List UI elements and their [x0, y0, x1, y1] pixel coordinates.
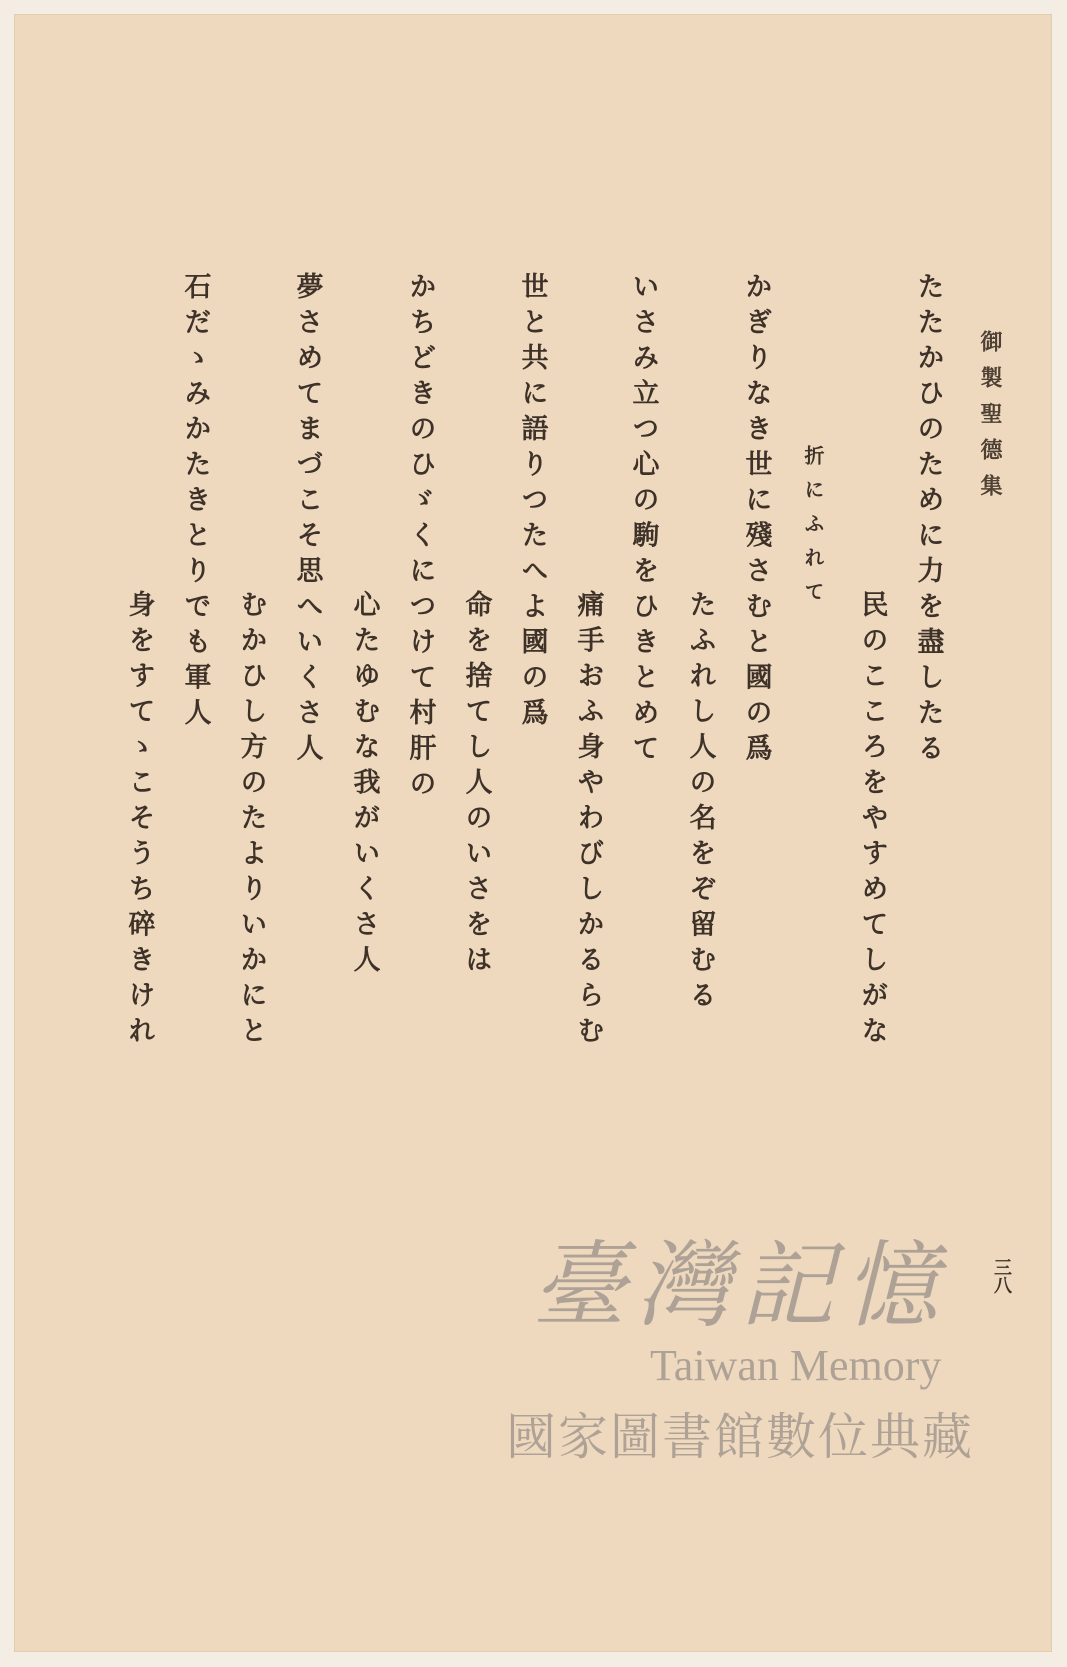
- poem-line: 命を捨てし人のいさをは: [460, 590, 492, 981]
- poem-line: 身をすてゝこそうち碎きけれ: [123, 590, 155, 1052]
- poem-line: 民のこころをやすめてしがな: [856, 590, 888, 1052]
- poem-line: いさみ立つ心の駒をひきとめて: [627, 272, 659, 769]
- watermark-english: Taiwan Memory: [650, 1341, 942, 1390]
- poem-line: 石だゝみかたきとりでも軍人: [179, 272, 211, 734]
- running-header: 御製聖德集: [977, 330, 1003, 510]
- poem-line: かちどきのひゞくにつけて村肝の: [404, 272, 436, 805]
- watermark-subtitle: 國家圖書館數位典藏: [506, 1408, 974, 1466]
- poem-line: 世と共に語りつたへよ國の爲: [516, 272, 548, 734]
- poem-subheading: 折にふれて: [801, 445, 825, 615]
- poem-line: 夢さめてまづこそ思へいくさ人: [291, 272, 323, 769]
- poem-line: 心たゆむな我がいくさ人: [348, 590, 380, 981]
- poem-line: たたかひのために力を盡したる: [912, 272, 944, 769]
- poem-line: たふれし人の名をぞ留むる: [684, 590, 716, 1016]
- poem-line: かぎりなき世に殘さむと國の爲: [740, 272, 772, 769]
- watermark: [470, 1232, 1010, 1469]
- poem-line: 痛手おふ身やわびしかるらむ: [572, 590, 604, 1052]
- page-number: 三八: [991, 1258, 1012, 1294]
- poem-line: むかひし方のたよりいかにと: [235, 590, 267, 1052]
- watermark-title: 臺灣記憶: [531, 1232, 948, 1341]
